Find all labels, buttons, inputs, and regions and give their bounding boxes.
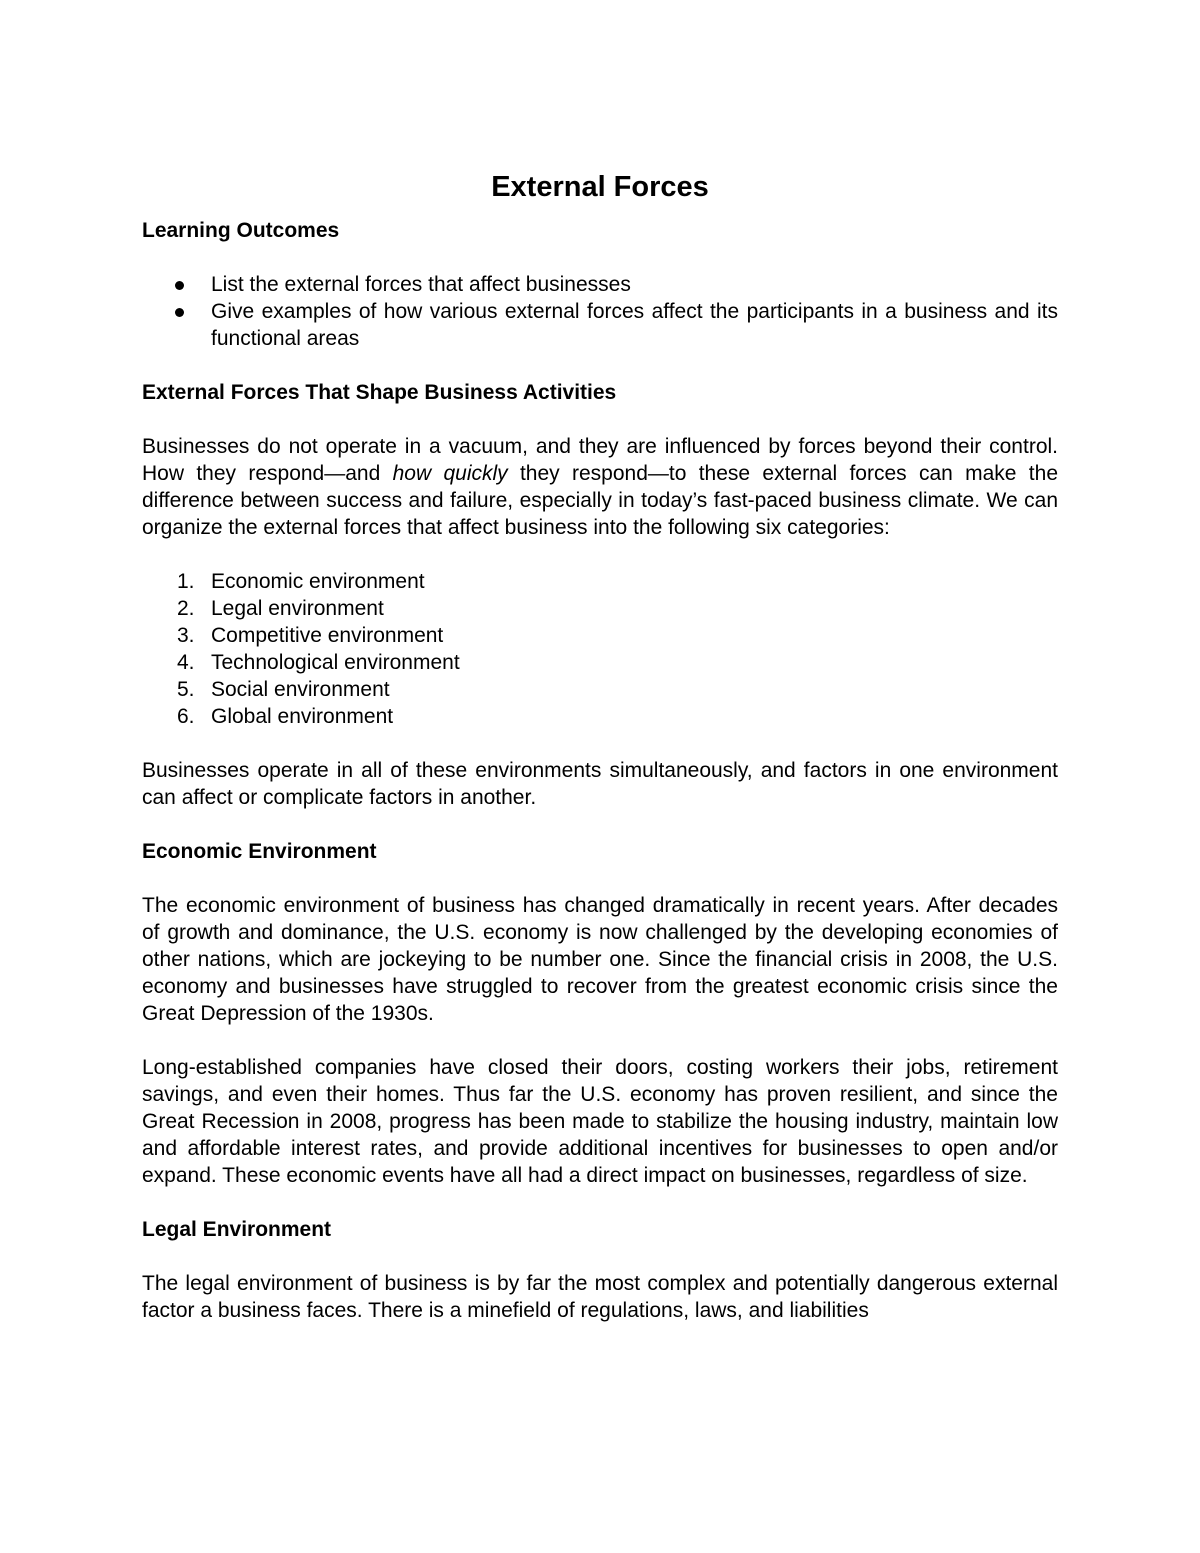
economic-paragraph-2: Long-established companies have closed their doors, costing workers their jobs, retirement savings, and even their homes. Thus far the U.S. economy has proven resilient, and since the Great Recession in 2008, progress has been made to stabilize the housing industry, maintain low and affordable interest rates, and provide additional incentives for businesses to open and/or expand. These economic events have all had a direct impact on businesses, regardless of size.: [142, 1056, 1058, 1187]
list-label: Technological environment: [211, 651, 460, 674]
economic-paragraph-1: The economic environment of business has changed dramatically in recent years. After decades of growth and dominance, the U.S. economy is now challenged by the developing economies of other nations, which are jockeying to be number one. Since the financial crisis in 2008, the U.S. economy and businesses have struggled to recover from the greatest economic crisis since the Great Depression of the 1930s.: [142, 894, 1058, 1025]
list-item: [142, 595, 1058, 622]
external-forces-heading: External Forces That Shape Business Activities: [142, 381, 617, 404]
list-item: [142, 568, 1058, 595]
list-item: [142, 676, 1058, 703]
external-forces-closing: Businesses operate in all of these environments simultaneously, and factors in one environment can affect or complicate factors in another.: [142, 759, 1058, 809]
list-label: Competitive environment: [211, 624, 444, 647]
list-item: [142, 649, 1058, 676]
list-number: 5.: [177, 678, 195, 701]
document-page: [142, 165, 1058, 1351]
intro-emphasis: how quickly: [392, 462, 508, 485]
list-number: 2.: [177, 597, 195, 620]
document-title: External Forces: [491, 171, 709, 203]
list-label: Economic environment: [211, 570, 425, 593]
list-item: [142, 622, 1058, 649]
economic-environment-heading: Economic Environment: [142, 840, 377, 863]
list-number: 4.: [177, 651, 195, 674]
list-label: Legal environment: [211, 597, 384, 620]
list-number: 3.: [177, 624, 195, 647]
intro-text-part1: Businesses do not operate in a vacuum, and they are influenced by forces beyond their control. How they respond—and: [142, 435, 1058, 485]
list-number: 6.: [177, 705, 195, 728]
list-label: Social environment: [211, 678, 390, 701]
learning-outcomes-list: [142, 271, 1058, 352]
list-label: Global environment: [211, 705, 394, 728]
external-forces-intro: [142, 433, 1058, 541]
intro-text-part2: they respond—to these external forces can make the difference between success and failure, especially in today’s fast-paced business climate. We can organize the external forces that affect business into the following six categories:: [142, 462, 1058, 539]
list-item: Give examples of how various external forces affect the participants in a business and its functional areas: [142, 298, 1058, 352]
list-item: [142, 703, 1058, 730]
list-number: 1.: [177, 570, 195, 593]
learning-outcomes-heading: Learning Outcomes: [142, 219, 340, 242]
list-item: List the external forces that affect businesses: [142, 271, 1058, 298]
categories-list: [142, 568, 1058, 730]
legal-paragraph: The legal environment of business is by far the most complex and potentially dangerous external factor a business faces. There is a minefield of regulations, laws, and liabilities: [142, 1272, 1058, 1322]
legal-environment-heading: Legal Environment: [142, 1218, 332, 1241]
